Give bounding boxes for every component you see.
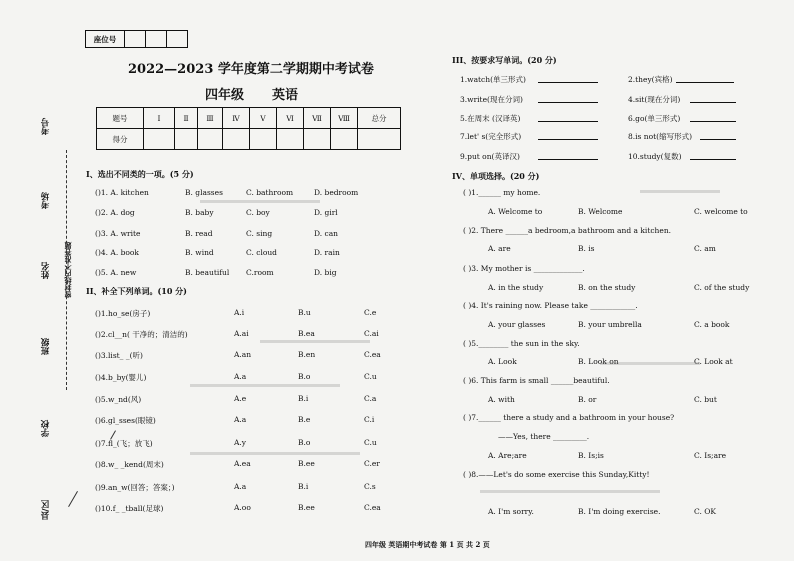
- s3-item-5-answer[interactable]: [538, 113, 598, 122]
- s3-item-9: [460, 151, 520, 162]
- s2-item-8-c[interactable]: C.er: [364, 459, 380, 468]
- s4-item-6-c[interactable]: C. but: [694, 395, 717, 404]
- seal-slash-2: [68, 491, 85, 511]
- score-row-label: 得分: [97, 129, 144, 150]
- binding-county: 县/区: [41, 500, 51, 521]
- score-header-total: 总分: [358, 108, 401, 129]
- s1-item-2-b[interactable]: B. baby: [185, 208, 214, 217]
- s2-item-6: ()6.gl_sses(眼镜): [95, 416, 156, 425]
- s2-item-1-c[interactable]: C.e: [364, 308, 377, 317]
- exam-subject: 英语: [272, 88, 299, 103]
- s2-item-2-c[interactable]: C.ai: [364, 329, 379, 338]
- s3-item-8-answer[interactable]: [700, 131, 736, 140]
- s4-item-7-a[interactable]: A. Are;are: [488, 451, 527, 460]
- s4-item-3-b[interactable]: B. on the study: [578, 283, 636, 292]
- s4-item-5-c[interactable]: C. Look at: [694, 357, 733, 366]
- s3-item-6: [628, 113, 680, 124]
- s2-item-3-b[interactable]: B.en: [298, 350, 316, 359]
- s3-item-10-label: 10.study(复数): [628, 152, 682, 161]
- s3-item-1: [460, 74, 526, 85]
- s1-item-3-b[interactable]: B. read: [185, 229, 213, 238]
- score-header-7: Ⅶ: [304, 108, 331, 129]
- s1-item-3: ()3. A. write: [95, 229, 141, 238]
- s1-item-3-c[interactable]: C. sing: [246, 229, 273, 238]
- scan-noise-4: [190, 452, 360, 455]
- s3-item-8: [628, 131, 692, 142]
- s2-item-10-a[interactable]: A.oo: [234, 503, 251, 512]
- s1-item-3-stem: )3. A. write: [97, 229, 141, 238]
- s3-item-6-label: 6.go(单三形式): [628, 114, 681, 123]
- s4-item-8-b[interactable]: B. I'm doing exercise.: [578, 507, 661, 516]
- s4-item-2-a[interactable]: A. are: [488, 244, 511, 253]
- scan-noise-1: [200, 200, 320, 203]
- s3-item-10: [628, 151, 682, 162]
- s3-item-7-label: 7.let' s(完全形式): [460, 132, 522, 141]
- s2-item-10-stem: )10.f_ _tball(足球): [97, 504, 164, 513]
- binding-seal-note: 密封线内不准答题: [63, 242, 72, 298]
- s4-item-3-stem: )3. My mother is _____________.: [468, 264, 585, 273]
- s3-item-9-label: 9.put on(英译汉): [460, 152, 520, 161]
- s4-item-3: ( )3. My mother is _____________.: [463, 264, 585, 273]
- s4-item-5-stem: )5.________ the sun in the sky.: [468, 339, 580, 348]
- s4-item-7-b[interactable]: B. Is;is: [578, 451, 604, 460]
- s1-item-5: ()5. A. new: [95, 268, 137, 277]
- s4-item-8-a[interactable]: A. I'm sorry.: [488, 507, 534, 516]
- binding-class: 班级: [41, 338, 51, 355]
- score-cell-total[interactable]: [358, 129, 401, 150]
- scan-noise-3: [190, 384, 340, 387]
- s4-item-4-stem: )4. It's raining now. Please take ____________.: [468, 301, 638, 310]
- s4-item-4-b[interactable]: B. your umbrella: [578, 320, 642, 329]
- s2-item-7-b[interactable]: B.o: [298, 438, 311, 447]
- s2-item-9: ()9.an_w(回答；答案；): [95, 483, 175, 492]
- s2-item-10-c[interactable]: C.ea: [364, 503, 381, 512]
- s3-item-5: [460, 113, 520, 124]
- s3-item-8-label: 8.is not(缩写形式): [628, 132, 692, 141]
- s1-item-2-stem: )2. A. dog: [97, 208, 135, 217]
- score-header-label: 题号: [97, 108, 144, 129]
- s3-item-10-answer[interactable]: [690, 151, 736, 160]
- s2-item-8-stem: )8.w_ _kend(周末): [97, 460, 164, 469]
- s4-item-8-stem: )8.——Let's do some exercise this Sunday,Kitty!: [468, 470, 650, 479]
- s4-item-4-c[interactable]: C. a book: [694, 320, 730, 329]
- s1-item-4-d[interactable]: D. rain: [314, 248, 340, 257]
- s2-item-4: ()4.b_by(婴儿): [95, 373, 147, 382]
- score-table: [96, 107, 401, 150]
- s2-item-4-stem: )4.b_by(婴儿): [97, 373, 147, 382]
- s3-item-2-label: 2.they(宾格): [628, 75, 673, 84]
- s3-item-6-answer[interactable]: [690, 113, 736, 122]
- s2-item-9-c[interactable]: C.s: [364, 482, 376, 491]
- s3-item-3: [460, 94, 523, 105]
- exam-title: 2022—2023 学年度第二学期期中考试卷: [128, 62, 374, 77]
- s1-item-1-stem: )1. A. kitchen: [97, 188, 149, 197]
- s1-item-4-c[interactable]: C. cloud: [246, 248, 277, 257]
- score-cell-2[interactable]: [175, 129, 198, 150]
- s2-item-9-stem: )9.an_w(回答；答案；): [97, 483, 175, 492]
- s4-item-5-b[interactable]: B. Look on: [578, 357, 619, 366]
- s3-item-2-answer[interactable]: [676, 74, 734, 83]
- exam-grade: 四年级: [205, 88, 245, 103]
- s2-item-6-a[interactable]: A.a: [234, 415, 247, 424]
- s2-item-7-stem: )7.fl_(飞；放飞): [97, 439, 153, 448]
- score-header-4: Ⅳ: [223, 108, 250, 129]
- s4-item-8-c[interactable]: C. OK: [694, 507, 716, 516]
- score-header-3: Ⅲ: [198, 108, 223, 129]
- scan-noise-5: [480, 490, 660, 493]
- s1-item-2-c[interactable]: C. boy: [246, 208, 270, 217]
- s4-item-4-a[interactable]: A. your glasses: [488, 320, 546, 329]
- s1-item-5-c[interactable]: C.room: [246, 268, 274, 277]
- s2-item-10: ()10.f_ _tball(足球): [95, 504, 164, 513]
- s2-item-8-b[interactable]: B.ee: [298, 459, 315, 468]
- s2-item-5-b[interactable]: B.i: [298, 394, 309, 403]
- seat-cell-3[interactable]: [167, 31, 188, 48]
- s4-item-8: ( )8.——Let's do some exercise this Sunday,Kitty!: [463, 470, 650, 479]
- s3-item-5-label: 5.在周末 (汉译英): [460, 114, 521, 123]
- score-cell-1[interactable]: [144, 129, 175, 150]
- s4-item-6-stem: )6. This farm is small ______beautiful.: [468, 376, 610, 385]
- s2-item-5-stem: )5.w_nd(风): [97, 395, 142, 404]
- binding-school: 学校: [41, 420, 51, 437]
- s4-item-6-a[interactable]: A. with: [488, 395, 515, 404]
- s1-item-5-b[interactable]: B. beautiful: [185, 268, 230, 277]
- score-header-5: Ⅴ: [250, 108, 277, 129]
- section4-title: IV、单项选择。(20 分): [452, 171, 540, 181]
- s2-item-2-stem: )2.cl__n( 干净的；清洁的): [97, 330, 188, 339]
- binding-room: 考场: [41, 192, 51, 209]
- scan-noise-2: [260, 340, 370, 343]
- s2-item-2: ()2.cl__n( 干净的；清洁的): [95, 330, 188, 339]
- s4-item-1: ( )1.______ my home.: [463, 188, 541, 197]
- binding-exam-no: 考号: [41, 118, 51, 135]
- s4-item-1-b[interactable]: B. Welcome: [578, 207, 623, 216]
- score-cell-3[interactable]: [198, 129, 223, 150]
- score-cell-4[interactable]: [223, 129, 250, 150]
- s4-item-2-c[interactable]: C. am: [694, 244, 716, 253]
- s2-item-1-stem: )1.ho_se(房子): [97, 309, 151, 318]
- s4-item-1-stem: )1.______ my home.: [468, 188, 541, 197]
- s2-item-7-a[interactable]: A.y: [234, 438, 247, 447]
- score-header-8: Ⅷ: [331, 108, 358, 129]
- s1-item-1-d[interactable]: D. bedroom: [314, 188, 359, 197]
- s4-item-4: ( )4. It's raining now. Please take ____________.: [463, 301, 638, 310]
- score-cell-7[interactable]: [304, 129, 331, 150]
- s1-item-1-c[interactable]: C. bathroom: [246, 188, 294, 197]
- score-cell-5[interactable]: [250, 129, 277, 150]
- s2-item-1-b[interactable]: B.u: [298, 308, 311, 317]
- s1-item-5-stem: )5. A. new: [97, 268, 137, 277]
- s2-item-9-b[interactable]: B.i: [298, 482, 309, 491]
- scan-noise-6: [640, 190, 720, 193]
- s3-item-2: [628, 74, 673, 85]
- s3-item-3-label: 3.write(现在分词): [460, 95, 523, 104]
- s1-item-4: ()4. A. book: [95, 248, 139, 257]
- seat-label: 座位号: [86, 31, 125, 48]
- s1-item-5-d[interactable]: D. big: [314, 268, 337, 277]
- s1-item-4-stem: )4. A. book: [97, 248, 139, 257]
- seal-line: [66, 150, 67, 390]
- s4-item-2-stem: )2. There ______a bedroom,a bathroom and a kitchen.: [468, 226, 672, 235]
- s2-item-7: ()7.fl_(飞；放飞): [95, 439, 153, 448]
- s3-item-4-answer[interactable]: [690, 94, 736, 103]
- s1-item-3-d[interactable]: D. can: [314, 229, 339, 238]
- s2-item-4-a[interactable]: A.a: [234, 372, 247, 381]
- s4-item-5: ( )5.________ the sun in the sky.: [463, 339, 580, 348]
- seat-cell-2[interactable]: [146, 31, 167, 48]
- s2-item-5-a[interactable]: A.e: [234, 394, 247, 403]
- s2-item-4-b[interactable]: B.o: [298, 372, 311, 381]
- s2-item-3-a[interactable]: A.an: [234, 350, 252, 359]
- s3-item-9-answer[interactable]: [538, 151, 598, 160]
- score-header-2: Ⅱ: [175, 108, 198, 129]
- s2-item-1: ()1.ho_se(房子): [95, 309, 151, 318]
- s4-item-1-c[interactable]: C. welcome to: [694, 207, 748, 216]
- s2-item-2-a[interactable]: A.ai: [234, 329, 249, 338]
- s4-item-7-line2: ——Yes, there _________.: [498, 432, 590, 441]
- s2-item-8: ()8.w_ _kend(周末): [95, 460, 164, 469]
- s1-item-1-b[interactable]: B. glasses: [185, 188, 223, 197]
- page-footer: 四年级 英语期中考试卷 第 1 页 共 2 页: [365, 540, 490, 549]
- section3-title: III、按要求写单词。(20 分): [452, 55, 557, 65]
- s2-item-7-c[interactable]: C.u: [364, 438, 377, 447]
- s2-item-9-a[interactable]: A.a: [234, 482, 247, 491]
- score-header-6: Ⅵ: [277, 108, 304, 129]
- s1-item-2: ()2. A. dog: [95, 208, 135, 217]
- s4-item-6: ( )6. This farm is small ______beautiful.: [463, 376, 610, 385]
- s4-item-5-a[interactable]: A. Look: [488, 357, 517, 366]
- s4-item-2: ( )2. There ______a bedroom,a bathroom and a kitchen.: [463, 226, 672, 235]
- s4-item-7: ( )7.______ there a study and a bathroom in your house?: [463, 413, 675, 422]
- s4-item-3-a[interactable]: A. in the study: [488, 283, 544, 292]
- s4-item-7-c[interactable]: C. Is;are: [694, 451, 727, 460]
- s3-item-3-answer[interactable]: [538, 94, 598, 103]
- s2-item-2-b[interactable]: B.ea: [298, 329, 315, 338]
- s2-item-6-b[interactable]: B.e: [298, 415, 311, 424]
- scan-noise-7: [600, 362, 700, 365]
- s2-item-5: ()5.w_nd(风): [95, 395, 142, 404]
- section1-title: I、选出不同类的一项。(5 分): [86, 169, 194, 179]
- seat-box: [85, 30, 188, 48]
- s4-item-6-b[interactable]: B. or: [578, 395, 597, 404]
- s2-item-3: ()3.list_ _(听): [95, 351, 143, 360]
- s2-item-8-a[interactable]: A.ea: [234, 459, 251, 468]
- section2-title: II、补全下列单词。(10 分): [86, 286, 187, 296]
- s3-item-4: [628, 94, 680, 105]
- s4-item-2-b[interactable]: B. is: [578, 244, 595, 253]
- score-header-1: Ⅰ: [144, 108, 175, 129]
- s1-item-2-d[interactable]: D. girl: [314, 208, 338, 217]
- s2-item-1-a[interactable]: A.i: [234, 308, 245, 317]
- s3-item-7-answer[interactable]: [538, 131, 598, 140]
- score-cell-8[interactable]: [331, 129, 358, 150]
- s3-item-7: [460, 131, 521, 142]
- s3-item-1-answer[interactable]: [538, 74, 598, 83]
- s3-item-4-label: 4.sit(现在分词): [628, 95, 681, 104]
- s2-item-4-c[interactable]: C.u: [364, 372, 377, 381]
- s1-item-1: ()1. A. kitchen: [95, 188, 149, 197]
- s3-item-1-label: 1.watch(单三形式): [460, 75, 526, 84]
- s2-item-6-stem: )6.gl_sses(眼镜): [97, 416, 156, 425]
- s2-item-6-c[interactable]: C.i: [364, 415, 375, 424]
- seat-cell-1[interactable]: [125, 31, 146, 48]
- s2-item-5-c[interactable]: C.a: [364, 394, 377, 403]
- s4-item-7-stem: )7.______ there a study and a bathroom in your house?: [468, 413, 675, 422]
- s2-item-3-stem: )3.list_ _(听): [97, 351, 143, 360]
- s2-item-10-b[interactable]: B.ee: [298, 503, 315, 512]
- s4-item-1-a[interactable]: A. Welcome to: [488, 207, 543, 216]
- s4-item-3-c[interactable]: C. of the study: [694, 283, 750, 292]
- s1-item-4-b[interactable]: B. wind: [185, 248, 214, 257]
- s2-item-3-c[interactable]: C.ea: [364, 350, 381, 359]
- binding-name: 姓名: [41, 262, 51, 279]
- score-cell-6[interactable]: [277, 129, 304, 150]
